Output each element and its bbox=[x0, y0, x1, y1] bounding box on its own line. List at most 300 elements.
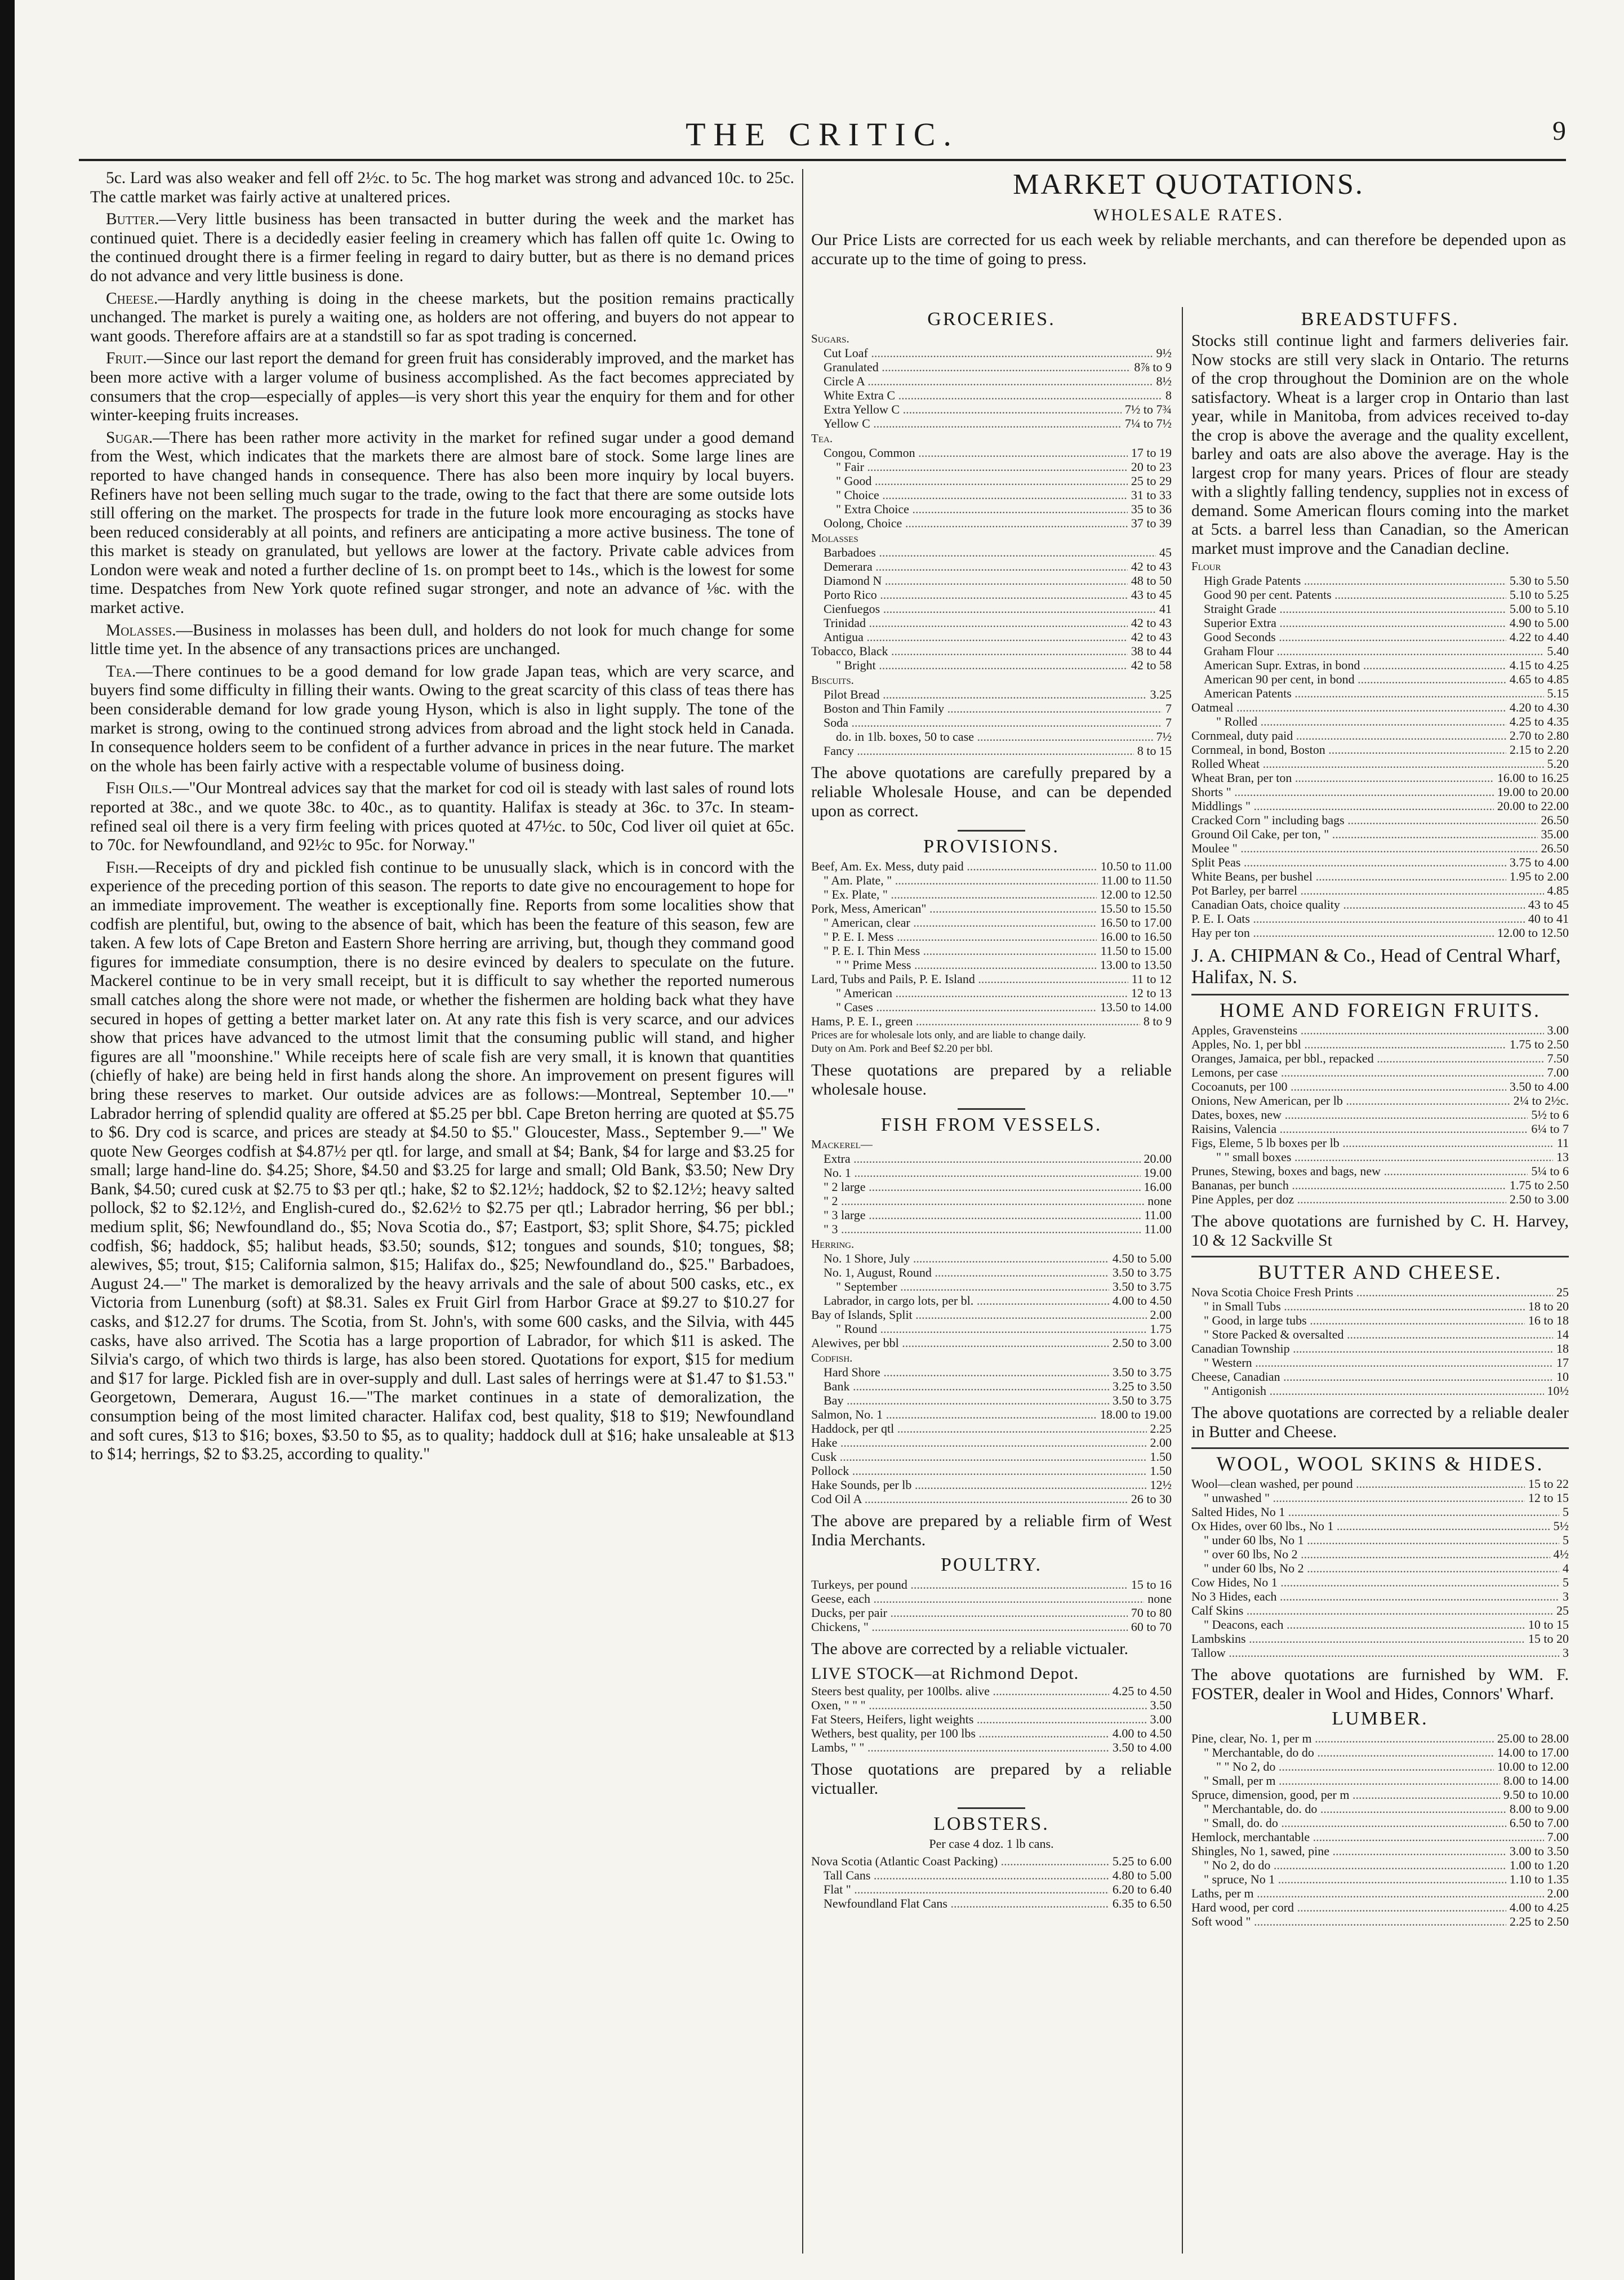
price-category: Flour bbox=[1191, 559, 1221, 573]
page-edge-strip bbox=[0, 0, 15, 2280]
item-name: Barbadoes ..... bbox=[811, 545, 1156, 559]
item-price: 2.25 bbox=[1150, 1421, 1172, 1435]
price-row bbox=[811, 488, 1172, 502]
item-name: do. in 1lb. boxes, 50 to case ..... bbox=[811, 730, 1153, 744]
item-price: 3 bbox=[1563, 1646, 1569, 1660]
price-row bbox=[1191, 1150, 1569, 1164]
price-row bbox=[1191, 1384, 1569, 1398]
item-name: Middlings " ..... bbox=[1191, 799, 1494, 813]
masthead bbox=[79, 115, 1566, 155]
price-row bbox=[811, 602, 1172, 616]
price-row bbox=[811, 1592, 1172, 1606]
item-name: Salted Hides, No 1 ..... bbox=[1191, 1505, 1559, 1519]
item-name: Oranges, Jamaica, per bbl., repacked ..... bbox=[1191, 1051, 1544, 1065]
item-price: 3.75 to 4.00 bbox=[1509, 855, 1569, 869]
item-price: 17 bbox=[1556, 1355, 1569, 1370]
item-name: White Extra C ..... bbox=[811, 388, 1162, 402]
item-name: American 90 per cent, in bond ..... bbox=[1191, 672, 1506, 686]
price-row bbox=[811, 1222, 1172, 1236]
item-name: " Western ..... bbox=[1191, 1355, 1553, 1370]
paragraph-lead: Cheese. bbox=[106, 289, 158, 308]
price-row bbox=[811, 360, 1172, 374]
paragraph-text: —There continues to be a good demand for low grade Japan teas, which are very scarce, and buyers find some difficulty in filling their wants. Owing to the great scarcity of this class of teas there has been considerable demand for low grade young Hyson, which is also in light supply. The tone of the market is strong, owing to the continued strong advices from abroad and the light stock held in Canada. In consequence holders seem to be confident of a further advance in prices in the near future. The market on the whole has been fairly active with a respectable volume of business doing. bbox=[90, 662, 794, 775]
item-name: Hake Sounds, per lb ..... bbox=[811, 1478, 1147, 1492]
price-row bbox=[1191, 1575, 1569, 1589]
item-name: " Deacons, each ..... bbox=[1191, 1617, 1525, 1632]
price-row bbox=[811, 616, 1172, 630]
price-row bbox=[1191, 658, 1569, 672]
item-name: P. E. I. Oats ..... bbox=[1191, 912, 1525, 926]
fish-note: The above are prepared by a reliable firm of West India Merchants. bbox=[811, 1512, 1172, 1549]
price-row bbox=[1191, 714, 1569, 728]
item-price: 3.50 to 3.75 bbox=[1112, 1265, 1172, 1279]
item-name: Spruce, dimension, good, per m ..... bbox=[1191, 1788, 1500, 1802]
item-price: 16 to 18 bbox=[1528, 1313, 1569, 1327]
price-row bbox=[811, 687, 1172, 701]
item-price: 8½ bbox=[1156, 374, 1172, 388]
item-name: Good 90 per cent. Patents ..... bbox=[1191, 588, 1506, 602]
price-row bbox=[811, 1365, 1172, 1379]
price-row bbox=[1191, 1830, 1569, 1844]
item-name: " Merchantable, do do ..... bbox=[1191, 1745, 1494, 1759]
item-name: " unwashed " ..... bbox=[1191, 1491, 1525, 1505]
item-name: American Supr. Extras, in bond ..... bbox=[1191, 658, 1506, 672]
item-price: 8 bbox=[1165, 388, 1172, 402]
item-price: 2.00 bbox=[1150, 1308, 1172, 1322]
item-name: " Fair ..... bbox=[811, 460, 1128, 474]
item-name: Nova Scotia (Atlantic Coast Packing) ..... bbox=[811, 1854, 1109, 1868]
price-row bbox=[811, 588, 1172, 602]
item-price: 12 to 15 bbox=[1528, 1491, 1569, 1505]
item-price: 5 bbox=[1563, 1505, 1569, 1519]
price-row bbox=[1191, 1900, 1569, 1914]
item-price: 8 to 9 bbox=[1143, 1014, 1172, 1028]
price-row bbox=[811, 1194, 1172, 1208]
price-row bbox=[811, 1712, 1172, 1726]
price-row bbox=[1191, 1327, 1569, 1341]
item-price: 42 to 43 bbox=[1131, 630, 1172, 644]
item-price: 12.00 to 12.50 bbox=[1497, 926, 1569, 940]
price-row bbox=[811, 630, 1172, 644]
item-price: 25 bbox=[1556, 1285, 1569, 1299]
item-name: Cornmeal, in bond, Boston ..... bbox=[1191, 743, 1506, 757]
provisions-note: These quotations are prepared by a reliable wholesale house. bbox=[811, 1061, 1172, 1099]
item-price: 26.50 bbox=[1541, 841, 1569, 855]
item-price: 6¼ to 7 bbox=[1531, 1122, 1569, 1136]
groceries-list bbox=[811, 332, 1172, 758]
price-row bbox=[811, 402, 1172, 416]
market-quotations-header bbox=[811, 168, 1566, 269]
item-price: 7 bbox=[1165, 715, 1172, 730]
item-price: 26 to 30 bbox=[1131, 1492, 1172, 1506]
item-price: 5.15 bbox=[1547, 686, 1569, 700]
price-row bbox=[1191, 630, 1569, 644]
item-price: 5.20 bbox=[1547, 757, 1569, 771]
paragraph-lead: Fish. bbox=[106, 858, 139, 877]
item-name: No. 1 ..... bbox=[811, 1166, 1141, 1180]
item-price: 2.50 to 3.00 bbox=[1112, 1336, 1172, 1350]
item-price: 43 to 45 bbox=[1131, 588, 1172, 602]
item-price: 4.80 to 5.00 bbox=[1112, 1868, 1172, 1882]
item-name: Rolled Wheat ..... bbox=[1191, 757, 1544, 771]
item-price: 25 bbox=[1556, 1603, 1569, 1617]
price-row bbox=[811, 958, 1172, 972]
item-name: Diamond N ..... bbox=[811, 574, 1128, 588]
price-row bbox=[1191, 785, 1569, 799]
item-price: 3.25 to 3.50 bbox=[1112, 1379, 1172, 1393]
paragraph-text: —Receipts of dry and pickled fish continue to be unusually slack, which is in concord with the experience of the preceding portion of this season. The reports to date give no encouragement to hope for an immediate improvement. The weather is exceptionally fine. Reports from some localities show that codfish are plentiful, but, owing to the absence of bait, which has been the feature of this season, few are taken. A few lots of Cape Breton and Eastern Shore herring are arriving, but, though they command good figures for immediate consumption, there is no desire evinced by dealers to speculate on the future. Mackerel continue to be in very small receipt, but it is difficult to say whether the reported numerous small catches along the shore were not made, or whether the fishermen are holding back what they have secured in hopes of getting a better market later on. At any rate this fish is very scarce, and our advices show that prices have advanced to the utmost limit that the consuming public will stand, and higher figures are all "moonshine." While receipts here of scale fish are very small, it is known that quantities (chiefly of hake) are being held in first hands along the shore. An improvement on present figures will bring these reserves to market. Our outside advices are as follows:—Montreal, September 10.—" Labrador herring of splendid quality are offered at $5.25 per bbl. Cape Breton herring are quoted at $5.75 to $6. Dry cod is scarce, and prices are steady at $4.50 to $5." Gloucester, Mass., September 9.—" We quote New Georges codfish at $4.87½ per qtl. for large, and small at $4; Bank, $4 for large and $3.25 for small; large hand-line do. $4.25; Shore, $4.50 and $3.25 for large and small; Old Bank, $3.50; New Dry Bank, $4.50; cured cusk at $2.75 to $3 per qtl.; hake, $2 to $2.12½; haddock, $2 to $2.12½; heavy salted pollock, $2 to $2.12½, and English-cured do., $2.62½ to $2.75 per qtl.; Labrador herring, $6 per bbl.; medium split, $6; Newfoundland do., $5; Nova Scotia do., $7; Eastport, $3; split Shore, $4.75; pickled codfish, $6; haddock, $5; halibut heads, $3.50; sounds, $12; tongues and sounds, $10; tongues, $8; alewives, $5; trout, $15; California salmon, $15; Halifax do., $25; Newfoundland do., $25." Barbadoes, August 24.—" The market is demoralized by the heavy arrivals and the sale of about 500 casks, etc., ex Victoria from Lunenburg (soft) at $8.31. Sales ex Fruit Girl from Harbor Grace at $9.27 to $10.27 for casks, and $12.27 for drums. The Scotia, from St. John's, with some 600 casks, and the Silvia, with 445 casks, have also arrived. The Scotia has a large proportion of Labrador, for which $11 is asked. The Silvia's cargo, of which two thirds is large, has also been stored. Quotations for export, $15 for medium and $17 for large. Pickled fish are in over-supply and dull. Last sales of herrings were at $1.47 to $1.53." Georgetown, Demerara, August 16.—"The market continues in a state of demoralization, the consumption being of the most limited character. Halifax cod, best quality, $18 to $19; Newfoundland and soft cures, $13 to $16; boxes, $3.50 to $5, as to quality; haddock dull at $16; hake unsaleable at $13 to $14; herrings, $2 to $3.25, according to quality." bbox=[90, 858, 794, 1464]
item-price: 11 bbox=[1556, 1136, 1569, 1150]
item-name: Soda ..... bbox=[811, 715, 1162, 730]
price-row bbox=[811, 744, 1172, 758]
item-price: 4.22 to 4.40 bbox=[1509, 630, 1569, 644]
price-row bbox=[811, 859, 1172, 873]
item-name: " Merchantable, do. do ..... bbox=[1191, 1802, 1506, 1816]
item-price: 4 bbox=[1563, 1561, 1569, 1575]
item-name: Ground Oil Cake, per ton, " ..... bbox=[1191, 827, 1538, 841]
item-name: Cut Loaf ..... bbox=[811, 346, 1153, 360]
item-name: Prunes, Stewing, boxes and bags, new ..... bbox=[1191, 1164, 1528, 1178]
item-price: 4.00 to 4.25 bbox=[1509, 1900, 1569, 1914]
price-row bbox=[1191, 912, 1569, 926]
newspaper-title: THE CRITIC. bbox=[686, 116, 959, 153]
item-price: 10 to 15 bbox=[1528, 1617, 1569, 1632]
price-row bbox=[1191, 1164, 1569, 1178]
item-name: Boston and Thin Family ..... bbox=[811, 701, 1162, 715]
item-name: Pine Apples, per doz ..... bbox=[1191, 1192, 1506, 1206]
item-price: 12.00 to 12.50 bbox=[1100, 887, 1172, 901]
item-price: 35.00 bbox=[1541, 827, 1569, 841]
item-name: Graham Flour ..... bbox=[1191, 644, 1544, 658]
item-price: 15.50 to 15.50 bbox=[1100, 901, 1172, 915]
price-row bbox=[811, 1279, 1172, 1294]
price-category: Mackerel— bbox=[811, 1137, 873, 1151]
price-row bbox=[1191, 1788, 1569, 1802]
price-row bbox=[811, 346, 1172, 360]
price-row bbox=[1191, 1355, 1569, 1370]
item-name: " in Small Tubs ..... bbox=[1191, 1299, 1525, 1313]
item-price: 31 to 33 bbox=[1131, 488, 1172, 502]
item-price: 3.50 bbox=[1150, 1698, 1172, 1712]
item-price: 2.00 bbox=[1150, 1435, 1172, 1450]
item-price: 3.00 to 3.50 bbox=[1509, 1844, 1569, 1858]
price-row bbox=[1191, 574, 1569, 588]
breadstuffs-agent: J. A. CHIPMAN & Co., Head of Central Wharf, Halifax, N. S. bbox=[1191, 945, 1561, 988]
item-name: " 3 large ..... bbox=[811, 1208, 1141, 1222]
price-row bbox=[1191, 757, 1569, 771]
item-name: Ox Hides, over 60 lbs., No 1 ..... bbox=[1191, 1519, 1550, 1533]
price-row bbox=[811, 901, 1172, 915]
price-row bbox=[811, 1620, 1172, 1634]
paragraph-lead: Fruit. bbox=[106, 349, 147, 368]
item-price: 5.00 to 5.10 bbox=[1509, 602, 1569, 616]
price-row bbox=[1191, 1370, 1569, 1384]
item-price: 8 to 15 bbox=[1137, 744, 1172, 758]
item-name: Apples, No. 1, per bbl ..... bbox=[1191, 1037, 1506, 1051]
fish-list bbox=[811, 1137, 1172, 1506]
item-price: 20.00 bbox=[1144, 1152, 1172, 1166]
item-price: 13 bbox=[1556, 1150, 1569, 1164]
price-row bbox=[811, 1698, 1172, 1712]
paragraph-lead: Butter. bbox=[106, 210, 159, 229]
item-name: Calf Skins ..... bbox=[1191, 1603, 1553, 1617]
item-price: 8.00 to 14.00 bbox=[1503, 1774, 1569, 1788]
item-name: " under 60 lbs, No 2 ..... bbox=[1191, 1561, 1559, 1575]
item-price: 2.15 to 2.20 bbox=[1509, 743, 1569, 757]
paragraph-text: —"Our Montreal advices say that the market for cod oil is steady with last sales of round lots reported at 38c., and we quote 38c. to 40c., as to quantity. Halifax is steady at 36c. to 37c. In steam-refined seal oil there is a very firm feeling with prices quoted at 47½c. to 50c, Cod liver oil quiet at 65c. to 70c. for Newfoundland, and 92½c to 95c. for Norway." bbox=[90, 779, 794, 855]
price-row bbox=[1191, 1519, 1569, 1533]
item-name: Lambskins ..... bbox=[1191, 1632, 1525, 1646]
item-price: 14.00 to 17.00 bbox=[1497, 1745, 1569, 1759]
item-name: Tallow ..... bbox=[1191, 1646, 1559, 1660]
wool-note: The above quotations are furnished by WM. F. FOSTER, dealer in Wool and Hides, Connors' Wharf. bbox=[1191, 1665, 1569, 1703]
item-price: 18.00 to 19.00 bbox=[1100, 1407, 1172, 1421]
item-price: 19.00 bbox=[1144, 1166, 1172, 1180]
price-row bbox=[1191, 1774, 1569, 1788]
item-name: " spruce, No 1 ..... bbox=[1191, 1872, 1506, 1886]
provisions-duty-note: Duty on Am. Pork and Beef $2.20 per bbl. bbox=[811, 1043, 993, 1055]
commentary-paragraph bbox=[90, 779, 794, 855]
item-price: 3.50 to 4.00 bbox=[1509, 1079, 1569, 1094]
item-price: 4.15 to 4.25 bbox=[1509, 658, 1569, 672]
price-row bbox=[811, 1265, 1172, 1279]
item-name: Oatmeal ..... bbox=[1191, 700, 1506, 714]
price-row bbox=[1191, 1108, 1569, 1122]
item-name: Trinidad ..... bbox=[811, 616, 1128, 630]
item-name: Cornmeal, duty paid ..... bbox=[1191, 728, 1506, 743]
item-price: 4.90 to 5.00 bbox=[1509, 616, 1569, 630]
item-price: 2.25 to 2.50 bbox=[1509, 1914, 1569, 1928]
item-price: 4.00 to 4.50 bbox=[1112, 1726, 1172, 1740]
section-rule bbox=[1191, 1256, 1569, 1257]
item-name: " Ex. Plate, " ..... bbox=[811, 887, 1097, 901]
item-name: Newfoundland Flat Cans ..... bbox=[811, 1896, 1109, 1910]
item-name: High Grade Patents ..... bbox=[1191, 574, 1506, 588]
item-price: 15 to 16 bbox=[1131, 1577, 1172, 1592]
item-name: " Rolled ..... bbox=[1191, 714, 1506, 728]
item-price: 1.50 bbox=[1150, 1464, 1172, 1478]
item-name: Bank ..... bbox=[811, 1379, 1109, 1393]
item-price: 5.30 to 5.50 bbox=[1509, 574, 1569, 588]
lumber-list bbox=[1191, 1731, 1569, 1928]
item-price: 11.00 to 11.50 bbox=[1101, 873, 1172, 887]
price-row bbox=[811, 644, 1172, 658]
price-row bbox=[1191, 644, 1569, 658]
item-name: Dates, boxes, new ..... bbox=[1191, 1108, 1528, 1122]
price-row bbox=[1191, 1731, 1569, 1745]
item-price: 42 to 43 bbox=[1131, 616, 1172, 630]
price-row bbox=[1191, 602, 1569, 616]
price-row bbox=[811, 502, 1172, 516]
price-category: Codfish. bbox=[811, 1351, 853, 1365]
item-name: Apples, Gravensteins ..... bbox=[1191, 1023, 1544, 1037]
item-price: 4.00 to 4.50 bbox=[1112, 1294, 1172, 1308]
price-row bbox=[1191, 616, 1569, 630]
item-name: Hay per ton ..... bbox=[1191, 926, 1494, 940]
commentary-paragraph bbox=[90, 429, 794, 618]
item-name: Labrador, in cargo lots, per bl. ..... bbox=[811, 1294, 1109, 1308]
commentary-paragraph bbox=[90, 859, 794, 1464]
price-row bbox=[1191, 1192, 1569, 1206]
price-category: Tea. bbox=[811, 432, 833, 445]
price-row bbox=[1191, 1136, 1569, 1150]
item-price: 7 bbox=[1165, 701, 1172, 715]
price-row bbox=[811, 1435, 1172, 1450]
item-price: 7.00 bbox=[1547, 1830, 1569, 1844]
item-price: none bbox=[1147, 1592, 1172, 1606]
price-row bbox=[811, 416, 1172, 430]
item-price: 13.00 to 13.50 bbox=[1100, 958, 1172, 972]
market-quotations-title: MARKET QUOTATIONS. bbox=[1013, 168, 1364, 201]
item-price: 43 to 45 bbox=[1528, 897, 1569, 912]
fish-title: FISH FROM VESSELS. bbox=[880, 1114, 1102, 1135]
breadstuffs-list bbox=[1191, 559, 1569, 940]
item-name: " American, clear ..... bbox=[811, 915, 1097, 930]
item-price: 4.85 bbox=[1547, 883, 1569, 897]
item-price: 26.50 bbox=[1541, 813, 1569, 827]
item-name: Bay of Islands, Split ..... bbox=[811, 1308, 1147, 1322]
item-name: " Cases ..... bbox=[811, 1000, 1097, 1014]
item-name: Bay ..... bbox=[811, 1393, 1109, 1407]
price-row bbox=[811, 1740, 1172, 1754]
item-price: 12½ bbox=[1150, 1478, 1172, 1492]
item-price: 42 to 43 bbox=[1131, 559, 1172, 574]
item-name: Cod Oil A ..... bbox=[811, 1492, 1128, 1506]
item-price: 15 to 22 bbox=[1528, 1477, 1569, 1491]
price-row bbox=[811, 1166, 1172, 1180]
paragraph-text: —There has been rather more activity in the market for refined sugar under a good demand from the West, which indicates that the markets there are almost bare of stock. Some large lines are reported to have changed hands in consequence. There has also been more inquiry by local buyers. Refiners have not been selling much sugar to the trade, owing to the fact that there are some outside lots still offering on the market. The prospects for trade in the future look more encouraging as stocks have been reduced considerably at all points, and refiners are anticipating a more active business. The tone of this market is steady on granulated, but yellows are lower at the factory. Private cable advices from London were weak and noted a further decline of 1s. on prompt beet to 14s., which is the lowest for some time. Despatches from New York quote refined sugar stronger, and note an advance of ⅛c. with the market active. bbox=[90, 428, 794, 617]
item-name: Beef, Am. Ex. Mess, duty paid ..... bbox=[811, 859, 1097, 873]
price-row bbox=[1191, 1547, 1569, 1561]
item-name: Extra ..... bbox=[811, 1152, 1141, 1166]
price-row bbox=[811, 1000, 1172, 1014]
item-price: 11.00 bbox=[1144, 1222, 1172, 1236]
item-price: 1.10 to 1.35 bbox=[1509, 1872, 1569, 1886]
item-price: 16.00 bbox=[1144, 1180, 1172, 1194]
price-row bbox=[811, 1180, 1172, 1194]
price-row bbox=[1191, 841, 1569, 855]
price-row bbox=[1191, 743, 1569, 757]
price-row bbox=[811, 1684, 1172, 1698]
price-row bbox=[811, 1577, 1172, 1592]
item-price: 35 to 36 bbox=[1131, 502, 1172, 516]
price-row bbox=[1191, 588, 1569, 602]
item-name: Ducks, per pair ..... bbox=[811, 1606, 1128, 1620]
item-price: 5.25 to 6.00 bbox=[1112, 1854, 1172, 1868]
price-row bbox=[1191, 883, 1569, 897]
price-row bbox=[811, 574, 1172, 588]
item-price: 6.50 to 7.00 bbox=[1509, 1816, 1569, 1830]
item-price: 2.50 to 3.00 bbox=[1509, 1192, 1569, 1206]
item-name: " " No 2, do ..... bbox=[1191, 1759, 1494, 1774]
item-name: Onions, New American, per lb ..... bbox=[1191, 1094, 1510, 1108]
item-price: 7¼ to 7½ bbox=[1124, 416, 1172, 430]
item-name: Chickens, " ..... bbox=[811, 1620, 1128, 1634]
item-name: Bananas, per bunch ..... bbox=[1191, 1178, 1506, 1192]
price-row bbox=[1191, 1065, 1569, 1079]
item-name: Granulated ..... bbox=[811, 360, 1131, 374]
item-name: Circle A ..... bbox=[811, 374, 1153, 388]
item-name: Haddock, per qtl ..... bbox=[811, 1421, 1147, 1435]
column-divider bbox=[802, 169, 803, 2254]
item-name: Cheese, Canadian ..... bbox=[1191, 1370, 1553, 1384]
market-quotations-intro: Our Price Lists are corrected for us each week by reliable merchants, and can therefore be depended upon as accurate up to the time of going to press. bbox=[811, 230, 1566, 268]
price-row bbox=[1191, 1285, 1569, 1299]
item-name: Moulee " ..... bbox=[1191, 841, 1538, 855]
item-name: Laths, per m ..... bbox=[1191, 1886, 1544, 1900]
price-category: Biscuits. bbox=[811, 673, 854, 687]
item-name: Fancy ..... bbox=[811, 744, 1134, 758]
paragraph-text: —Since our last report the demand for green fruit has considerably improved, and the market has been more active with a larger volume of business accomplished. As the fact becomes appreciated by consumers that the crop—especially of apples—is very short this year the enquiry for them and for other winter-keeping fruits increases. bbox=[90, 349, 794, 425]
item-price: 1.75 to 2.50 bbox=[1509, 1178, 1569, 1192]
paragraph-lead: Sugar. bbox=[106, 428, 153, 447]
price-row bbox=[1191, 686, 1569, 700]
item-price: 3.50 to 3.75 bbox=[1112, 1393, 1172, 1407]
price-row bbox=[811, 944, 1172, 958]
section-rule bbox=[1191, 1447, 1569, 1449]
price-row bbox=[1191, 1313, 1569, 1327]
commentary-paragraph bbox=[90, 169, 794, 207]
price-row bbox=[1191, 1491, 1569, 1505]
item-name: Canadian Township ..... bbox=[1191, 1341, 1553, 1355]
item-price: 14 bbox=[1556, 1327, 1569, 1341]
item-name: Shingles, No 1, sawed, pine ..... bbox=[1191, 1844, 1506, 1858]
item-name: Wheat Bran, per ton ..... bbox=[1191, 771, 1494, 785]
price-row bbox=[811, 1478, 1172, 1492]
paragraph-lead: Tea. bbox=[106, 662, 136, 681]
item-name: White Beans, per bushel ..... bbox=[1191, 869, 1506, 883]
item-price: 10 bbox=[1556, 1370, 1569, 1384]
groceries-title: GROCERIES. bbox=[927, 309, 1056, 330]
item-name: Canadian Oats, choice quality ..... bbox=[1191, 897, 1525, 912]
item-name: " 2 ..... bbox=[811, 1194, 1144, 1208]
price-row bbox=[1191, 1617, 1569, 1632]
price-row bbox=[811, 1896, 1172, 1910]
price-column-right bbox=[1191, 304, 1569, 1928]
item-name: " Good, in large tubs ..... bbox=[1191, 1313, 1525, 1327]
item-name: Demerara ..... bbox=[811, 559, 1128, 574]
price-row bbox=[1191, 1051, 1569, 1065]
price-row bbox=[1191, 1299, 1569, 1313]
price-row bbox=[811, 1152, 1172, 1166]
price-row bbox=[1191, 1341, 1569, 1355]
item-price: 2¼ to 2½c. bbox=[1513, 1094, 1569, 1108]
price-row bbox=[811, 1882, 1172, 1896]
item-name: Hard wood, per cord ..... bbox=[1191, 1900, 1506, 1914]
price-row bbox=[1191, 813, 1569, 827]
item-price: 4.65 to 4.85 bbox=[1509, 672, 1569, 686]
item-name: Tall Cans ..... bbox=[811, 1868, 1109, 1882]
item-name: Cow Hides, No 1 ..... bbox=[1191, 1575, 1559, 1589]
item-price: 3.50 to 3.75 bbox=[1112, 1279, 1172, 1294]
price-row bbox=[811, 1421, 1172, 1435]
item-price: 11 to 12 bbox=[1131, 972, 1172, 986]
price-row bbox=[811, 1606, 1172, 1620]
paragraph-text: 5c. Lard was also weaker and fell off 2½c. to 5c. The hog market was strong and advanced 10c. to 25c. The cattle market was fairly active at unaltered prices. bbox=[90, 169, 794, 206]
lobsters-title: LOBSTERS. bbox=[933, 1814, 1049, 1834]
butter-list bbox=[1191, 1285, 1569, 1398]
price-row bbox=[1191, 1802, 1569, 1816]
price-row bbox=[811, 873, 1172, 887]
item-price: 16.50 to 17.00 bbox=[1100, 915, 1172, 930]
poultry-title: POULTRY. bbox=[941, 1554, 1042, 1575]
item-price: 9.50 to 10.00 bbox=[1503, 1788, 1569, 1802]
item-price: 40 to 41 bbox=[1528, 912, 1569, 926]
item-price: 16.00 to 16.25 bbox=[1497, 771, 1569, 785]
poultry-list bbox=[811, 1577, 1172, 1634]
item-price: 2.70 to 2.80 bbox=[1509, 728, 1569, 743]
item-price: 5¼ to 6 bbox=[1531, 1164, 1569, 1178]
